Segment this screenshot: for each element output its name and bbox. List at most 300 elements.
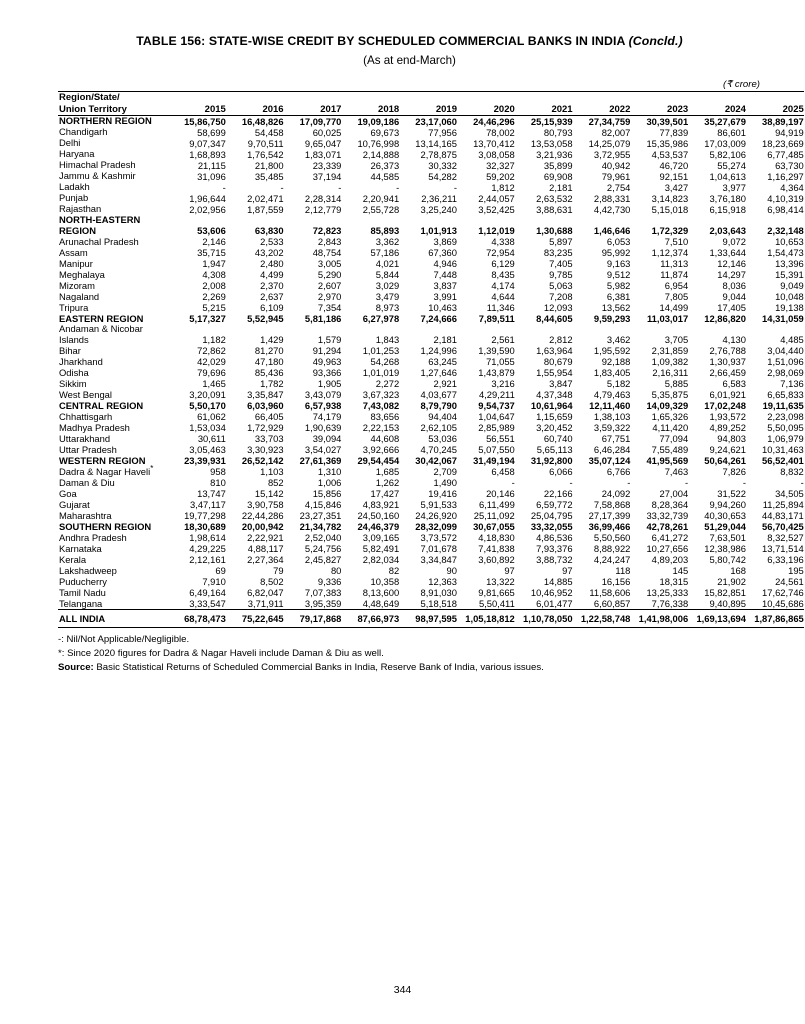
table-cell: 10,46,952 [530,587,573,599]
table-cell: 61,062 [197,411,226,423]
table-cell: 5,290 [317,269,342,281]
table-cell: 5,82,106 [709,149,746,160]
table-cell: 3,92,666 [362,444,400,456]
table-cell: 7,448 [433,269,457,281]
table-cell: 83,235 [543,247,573,259]
table-cell: 7,910 [202,576,226,588]
table-cell: 4,021 [375,258,400,270]
table-cell: 72,862 [197,345,226,357]
table-cell: 87,66,973 [341,610,399,628]
table-cell: 1,65,326 [651,411,689,423]
table-cell: 4,174 [491,280,515,292]
table-cell: 1,429 [260,334,284,346]
table-cell: 33,32,739 [646,510,689,522]
table-cell: 1,04,647 [478,411,515,423]
table-cell: 1,30,688 [536,225,573,237]
table-cell: 78,002 [486,127,515,138]
row-label: Uttar Pradesh [59,443,117,455]
table-cell: 10,61,964 [530,400,573,412]
table-cell: - [569,477,573,489]
table-cell: 7,07,383 [304,587,342,599]
row-label: Bihar [59,344,81,356]
table-row [58,127,804,138]
table-cell: 8,28,364 [651,499,689,511]
table-cell: 1,38,103 [593,411,631,423]
table-cell: 6,381 [606,291,631,303]
table-cell: 1,95,592 [593,345,631,357]
table-cell: 33,703 [254,433,284,445]
table-row [58,291,804,302]
table-cell: 3,95,359 [304,598,342,610]
table-cell: 9,049 [780,280,804,292]
row-label: Arunachal Pradesh [59,235,139,247]
table-row [58,258,804,269]
table-cell: 3,869 [433,236,457,248]
table-cell: 21,800 [254,160,284,171]
table-cell: 4,70,245 [420,444,457,456]
table-cell: 3,25,240 [420,204,457,215]
table-cell: 17,405 [717,302,746,314]
table-row [58,565,804,576]
table-cell: 1,22,58,748 [573,610,631,628]
table-cell: 23,27,351 [299,510,342,522]
table-row [58,598,804,610]
row-label: Tripura [59,301,89,313]
table-cell: 1,465 [202,378,226,390]
table-cell: 3,21,936 [536,149,573,160]
table-cell: 60,740 [543,433,573,445]
table-cell: 2,14,888 [362,149,400,160]
table-cell: 4,10,319 [767,193,804,204]
table-cell: 21,34,782 [299,521,342,533]
table-cell: 1,33,644 [709,247,746,259]
table-cell: 79 [273,565,284,577]
table-row [58,455,804,466]
table-cell: 3,14,823 [651,193,689,204]
table-cell: 10,048 [775,291,804,303]
table-cell: 13,25,333 [646,587,689,599]
table-cell: 1,43,879 [478,367,515,379]
table-cell: 1,39,590 [478,345,515,357]
table-cell: 3,59,322 [593,422,631,434]
table-cell: 1,83,071 [304,149,342,160]
table-cell: 7,55,489 [651,444,689,456]
table-cell: 22,166 [543,488,573,500]
table-cell: 67,751 [601,433,631,445]
table-cell: 30,611 [197,433,226,445]
table-cell: 79,696 [197,367,226,379]
column-header-region [58,92,168,116]
table-cell: 958 [210,466,226,478]
table-cell: 2,76,788 [709,345,746,357]
table-cell: 32,327 [486,160,515,171]
table-cell: 168 [730,565,746,577]
table-cell: 1,30,937 [709,356,746,368]
table-cell: 2,63,532 [536,193,573,204]
table-cell: 80 [330,565,342,577]
table-cell: 79,17,868 [284,610,342,628]
table-row [58,378,804,389]
table-cell: 6,458 [491,466,515,478]
table-cell: 74,179 [312,411,342,423]
column-header-year: 2017 [320,104,342,115]
table-cell: 3,04,440 [767,345,804,357]
table-row [58,149,804,160]
row-label: EASTERN REGION [59,312,144,324]
table-cell: 63,245 [428,356,457,368]
table-cell: 5,182 [606,378,631,390]
row-label: Nagaland [59,290,100,302]
table-cell: 4,48,649 [362,598,400,610]
table-cell: 56,52,401 [762,455,804,467]
table-cell: 31,92,800 [530,455,573,467]
table-row [58,587,804,598]
table-cell: 2,45,827 [304,554,342,566]
table-cell: 6,11,499 [478,499,515,511]
table-cell: 15,856 [312,488,342,500]
table-cell: 1,68,893 [189,149,226,160]
table-cell: 94,803 [717,433,746,445]
table-cell: 26,373 [370,160,400,171]
table-cell: 4,37,348 [536,389,573,401]
table-cell: 6,41,272 [651,532,689,544]
table-cell: 2,62,105 [420,422,457,434]
table-cell: 13,14,165 [415,138,457,149]
table-cell: 2,20,941 [362,193,400,204]
row-label: Punjab [59,192,89,204]
table-cell: 98,97,595 [399,610,457,628]
table-cell: 94,919 [775,127,804,138]
table-cell: 8,79,790 [420,400,457,412]
table-cell: 1,98,614 [189,532,226,544]
table-cell: 2,181 [549,182,573,193]
table-cell: 2,607 [317,280,342,292]
table-cell: 1,24,996 [420,345,457,357]
table-cell: 5,50,411 [478,598,515,610]
table-cell: 4,644 [491,291,515,303]
table-cell: 13,747 [197,488,226,500]
row-label: Rajasthan [59,203,102,215]
table-cell: 35,485 [254,171,284,182]
table-cell: 5,18,518 [420,598,457,610]
table-cell: 1,262 [375,477,400,489]
table-title-text: TABLE 156: STATE-WISE CREDIT BY SCHEDULED COMMERCIAL BANKS IN INDIA [136,34,626,48]
table-cell: 5,885 [664,378,689,390]
table-cell: 1,490 [433,477,457,489]
table-cell: 25,11,092 [473,510,515,522]
table-cell: 53,606 [197,225,226,237]
table-cell: 2,637 [260,291,284,303]
table-cell: 3,09,165 [362,532,400,544]
table-cell: 2,03,643 [709,225,746,237]
table-cell: 82,007 [601,127,631,138]
table-cell: 55,274 [717,160,746,171]
table-cell: 16,156 [601,576,631,588]
table-cell: 23,17,060 [415,116,457,127]
table-cell: 44,608 [370,433,400,445]
table-cell: 27,61,369 [299,455,342,467]
table-cell: 5,91,533 [420,499,457,511]
table-cell: 4,53,537 [651,149,689,160]
table-cell: 6,65,833 [767,389,804,401]
table-cell: 17,09,770 [299,116,342,127]
table-cell: 2,02,471 [247,193,284,204]
table-cell: 2,12,779 [304,204,342,215]
table-cell: 3,837 [433,280,457,292]
table-cell: 97 [504,565,515,577]
table-cell: 1,72,329 [651,225,689,237]
table-cell: 7,826 [722,466,746,478]
table-cell: 44,585 [370,171,400,182]
table-cell: 7,43,082 [362,400,400,412]
table-cell: 25,04,795 [530,510,573,522]
table-cell: - [685,477,689,489]
table-cell: 6,57,938 [304,400,342,412]
table-cell: 18,315 [659,576,689,588]
table-cell: 2,02,956 [189,204,226,215]
table-cell: 35,899 [543,160,573,171]
table-row [58,576,804,587]
table-cell: 5,65,113 [536,444,573,456]
table-cell: 7,93,376 [536,543,573,555]
table-cell: 1,93,572 [709,411,746,423]
row-label: Delhi [59,137,81,149]
table-cell: 68,78,473 [168,610,226,628]
table-cell: 77,956 [428,127,457,138]
table-cell: 46,720 [659,160,689,171]
table-cell: 3,08,058 [478,149,515,160]
table-cell: 9,336 [317,576,342,588]
table-row [58,610,804,628]
table-cell: 1,27,646 [420,367,457,379]
table-cell: 6,60,857 [593,598,631,610]
table-cell: 4,338 [491,236,515,248]
table-row [58,269,804,280]
table-cell: 92,188 [601,356,631,368]
table-cell: 5,844 [375,269,400,281]
table-cell: 27,17,399 [588,510,631,522]
table-cell: 77,094 [659,433,689,445]
table-cell: 77,839 [659,127,689,138]
row-label: Andaman & Nicobar Islands [59,323,143,345]
table-cell: 3,029 [375,280,400,292]
table-cell: 3,20,452 [536,422,573,434]
table-cell: 19,11,635 [762,400,804,412]
table-cell: 56,70,425 [762,521,804,533]
table-cell: 2,27,364 [247,554,284,566]
table-cell: 1,579 [317,334,342,346]
table-row [58,477,804,488]
table-cell: 59,202 [486,171,515,182]
table-cell: - [280,182,284,193]
source-label: Source: [58,661,94,673]
table-cell: 2,370 [260,280,284,292]
row-label: Haryana [59,148,95,160]
table-cell: 6,766 [606,466,631,478]
table-cell: 42,78,261 [646,521,689,533]
row-label: Andhra Pradesh [59,531,127,543]
table-cell: 23,39,931 [184,455,226,467]
table-cell: 3,88,631 [536,204,573,215]
table-cell: 63,830 [254,225,284,237]
table-cell: 4,03,677 [420,389,457,401]
table-cell: 30,39,501 [646,116,689,127]
table-row [58,389,804,400]
table-cell: 4,130 [722,334,746,346]
page-title [58,34,761,49]
table-cell: 30,332 [428,160,457,171]
table-cell: 24,46,296 [473,116,515,127]
table-cell: 810 [210,477,226,489]
table-cell: 12,38,986 [704,543,746,555]
table-cell: 10,45,686 [762,598,804,610]
table-cell: 9,70,511 [247,138,284,149]
table-cell: 5,07,550 [478,444,515,456]
table-cell: 8,32,527 [767,532,804,544]
table-cell: 7,58,868 [593,499,631,511]
table-cell: 11,313 [660,258,689,270]
table-cell: 1,01,913 [420,225,457,237]
table-row [58,543,804,554]
table-cell: 5,35,875 [651,389,689,401]
table-cell: 2,533 [260,236,284,248]
table-cell: 4,308 [202,269,226,281]
table-cell: 92,151 [659,171,689,182]
table-cell: 35,715 [197,247,226,259]
table-row [58,313,804,324]
row-label: ALL INDIA [58,610,168,628]
table-row [58,488,804,499]
footnote-marker: * [150,463,154,473]
column-header-year: 2015 [204,104,226,115]
row-label: Chandigarh [59,126,108,138]
table-cell: 2,44,057 [478,193,515,204]
row-label: Puducherry [59,575,107,587]
title-block [58,34,761,69]
table-cell: 13,53,058 [530,138,573,149]
table-cell: 40,30,653 [704,510,746,522]
table-cell: 1,12,019 [478,225,515,237]
table-cell: 15,142 [254,488,284,500]
table-cell: 24,46,379 [357,521,400,533]
column-header-year: 2018 [378,104,400,115]
table-cell: 3,73,572 [420,532,457,544]
note-asterisk: *: Since 2020 figures for Dadra & Nagar Haveli include Daman & Diu as well. [58,648,384,660]
table-cell: 25,15,939 [530,116,573,127]
table-cell: 3,20,091 [189,389,226,401]
table-cell: 2,272 [375,378,400,390]
table-cell: 24,092 [601,488,631,500]
table-cell: 17,03,009 [704,138,746,149]
table-cell: 33,32,055 [530,521,573,533]
table-cell: 10,463 [428,302,457,314]
table-cell: 58,699 [197,127,226,138]
table-cell: 24,561 [775,576,804,588]
table-row [58,554,804,565]
table-cell: 9,81,665 [478,587,515,599]
column-header-year: 2020 [493,104,515,115]
row-label: Mizoram [59,279,95,291]
table-cell: 8,88,922 [593,543,631,555]
source-text: Basic Statistical Returns of Scheduled Commercial Banks in India, Reserve Bank of India, various issues. [96,661,544,673]
row-label: WESTERN REGION [59,454,146,466]
table-cell: 9,94,260 [709,499,746,511]
table-title-concld: (Concld.) [628,34,683,48]
table-cell: 17,02,248 [704,400,746,412]
table-cell: 5,24,756 [304,543,342,555]
table-cell: 1,812 [491,182,515,193]
table-cell: 17,62,746 [762,587,804,599]
table-cell: 91,294 [312,345,342,357]
table-cell: 3,216 [491,378,515,390]
table-cell: 2,88,331 [593,193,631,204]
table-cell: 2,16,311 [652,367,689,379]
table-cell: 36,99,466 [588,521,631,533]
table-cell: 23,339 [312,160,342,171]
table-cell: 5,52,945 [247,313,284,325]
table-cell: 3,30,923 [247,444,284,456]
table-cell: 19,09,186 [357,116,400,127]
table-cell: 4,499 [260,269,284,281]
table-cell: 2,843 [317,236,342,248]
table-cell: 18,30,689 [184,521,226,533]
table-cell: - [800,477,804,489]
note-nil: -: Nil/Not Applicable/Negligible. [58,634,190,646]
table-cell: 3,35,847 [247,389,284,401]
table-cell: 7,63,501 [709,532,746,544]
table-cell: 7,01,678 [420,543,457,555]
table-cell: 18,23,669 [762,138,804,149]
row-label: Karnataka [59,542,102,554]
table-cell: 6,27,978 [362,313,400,325]
row-label: Uttarakhand [59,432,111,444]
table-row [58,138,804,149]
table-cell: 69,908 [543,171,573,182]
table-cell: 49,963 [312,356,342,368]
table-cell: 14,31,059 [762,313,804,325]
table-cell: 51,29,044 [704,521,746,533]
table-cell: 7,41,838 [478,543,515,555]
table-cell: 5,82,491 [362,543,400,555]
table-cell: 54,282 [428,171,457,182]
row-label: Gujarat [59,498,90,510]
table-cell: 86,601 [717,127,746,138]
table-cell: 1,01,019 [362,367,400,379]
column-header-year: 2016 [262,104,284,115]
table-cell: 1,06,979 [767,433,804,445]
header-line-1: Region/State/ [59,92,120,103]
table-cell: 17,427 [370,488,400,500]
table-cell: 50,64,261 [704,455,746,467]
table-cell: 6,33,196 [767,554,804,566]
table-row [58,215,804,236]
row-label: Goa [59,487,77,499]
table-cell: 3,67,323 [362,389,400,401]
table-cell: 14,25,079 [588,138,631,149]
table-cell: 7,405 [549,258,573,270]
table-cell: 19,77,298 [184,510,226,522]
table-cell: 15,86,750 [184,116,226,127]
table-row [58,499,804,510]
table-cell: 14,297 [717,269,746,281]
note-source [58,661,761,674]
table-cell: 31,096 [197,171,226,182]
table-cell: 1,05,18,812 [457,610,515,628]
table-cell: 2,31,859 [651,345,689,357]
table-cell: 11,25,894 [762,499,804,511]
row-label: Telangana [59,597,103,609]
table-cell: - [338,182,342,193]
